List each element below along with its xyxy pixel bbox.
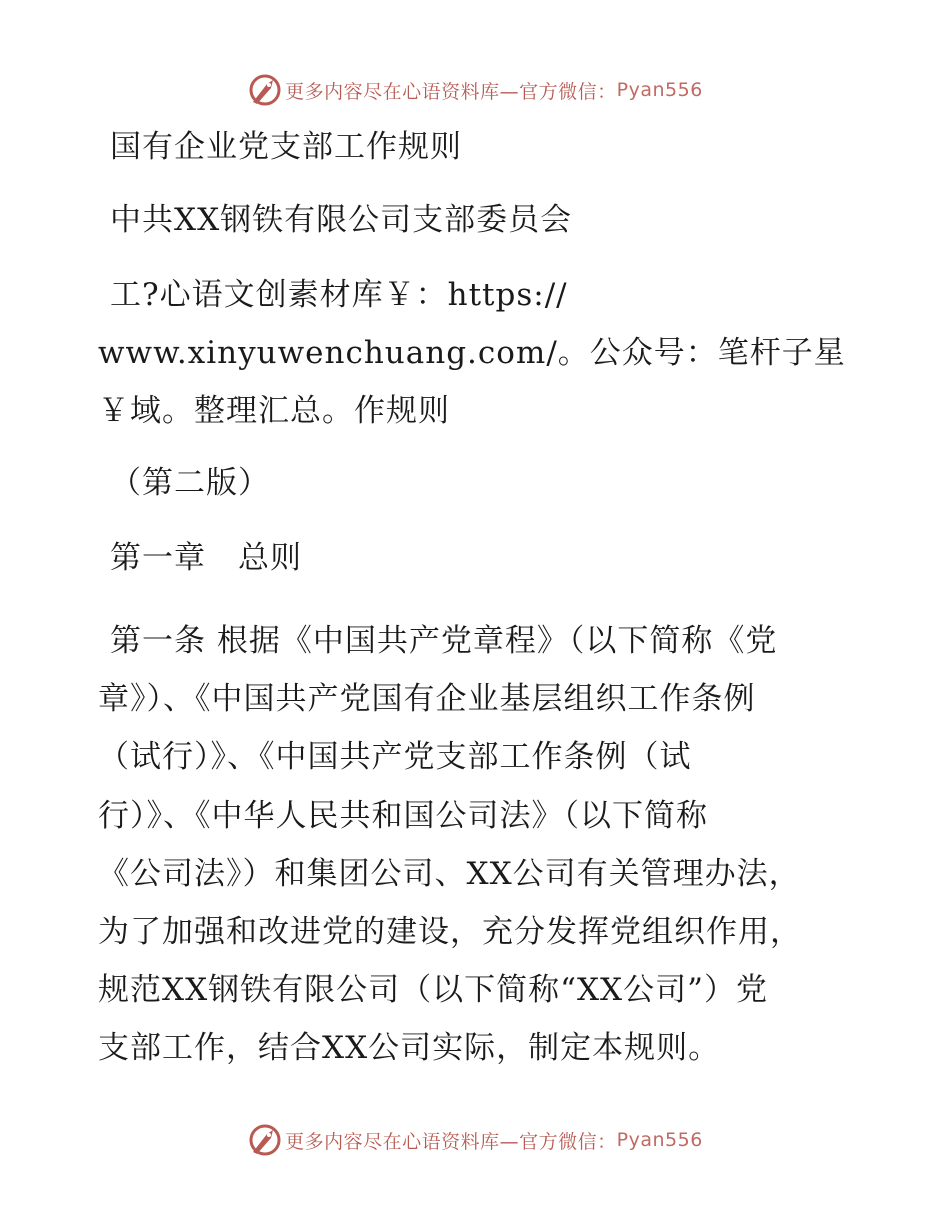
notice-line-1: 工?心语文创素材库￥：https:// <box>110 277 568 313</box>
paragraph-line: 章》）、《中国共产党国有企业基层组织工作条例 <box>98 681 756 718</box>
watermark-text: 更多内容尽在心语资料库—官方微信： <box>285 1130 617 1153</box>
paragraph-line: 《公司法》）和集团公司、XX公司有关管理办法， <box>98 855 801 892</box>
document-issuer: 中共XX钢铁有限公司支部委员会 <box>110 202 573 238</box>
watermark-wechat-id: Pyan556 <box>616 1129 703 1151</box>
paragraph-line: 第一条 根据《中国共产党章程》（以下简称《党 <box>110 623 778 659</box>
paragraph-line: 为了加强和改进党的建设，充分发挥党组织作用， <box>98 914 802 951</box>
chapter-heading: 第一章 总则 <box>110 540 302 576</box>
watermark-wechat-id: Pyan556 <box>616 79 703 101</box>
footer-watermark <box>0 1120 950 1160</box>
edition-label: （第二版） <box>110 465 270 501</box>
watermark-text: 更多内容尽在心语资料库—官方微信： <box>285 80 617 103</box>
document-title: 国有企业党支部工作规则 <box>110 129 462 165</box>
notice-line-2: www.xinyuwenchuang.com/。公众号：笔杆子星 <box>98 335 846 371</box>
paragraph-line: （试行）》、《中国共产党支部工作条例（试 <box>98 739 692 776</box>
paragraph-line: 支部工作，结合XX公司实际，制定本规则。 <box>98 1030 721 1067</box>
paragraph-line: 规范XX钢铁有限公司（以下简称“XX公司”）党 <box>98 972 768 1009</box>
paragraph-line: 行）》、《中华人民共和国公司法》（以下简称 <box>98 797 708 834</box>
notice-line-3: ￥域。整理汇总。作规则 <box>98 393 450 429</box>
article-1-paragraph <box>98 612 853 1078</box>
pen-nib-logo-icon <box>247 1122 283 1158</box>
